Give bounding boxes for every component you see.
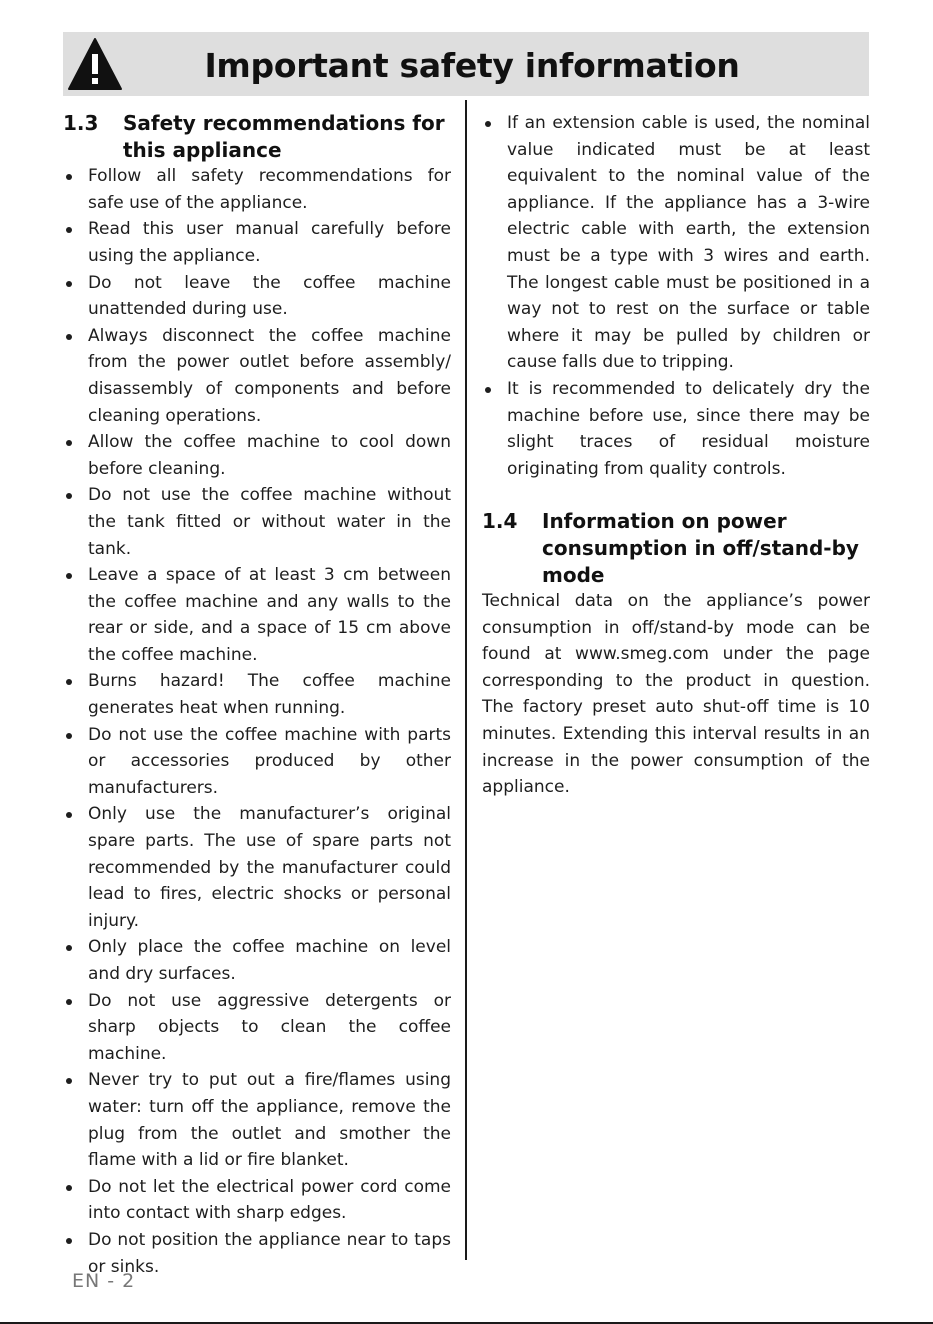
list-item: Do not use the coffee machine without the tank fitted or without water in the tank. <box>63 482 451 562</box>
page-title: Important safety information <box>204 46 740 85</box>
list-item: Read this user manual carefully before using the appliance. <box>63 216 451 269</box>
list-item: Do not use the coffee machine with parts or accessories produced by other manufacturers. <box>63 722 451 802</box>
list-item: Burns hazard! The coffee machine generates heat when running. <box>63 668 451 721</box>
right-column <box>482 110 870 801</box>
safety-list-continued <box>482 110 870 482</box>
section-title: Safety recommendations for this appliance <box>123 111 445 162</box>
list-item: Only use the manufacturer’s original spare parts. The use of spare parts not recommended by the manufacturer could lead to fires, electric shocks or personal injury. <box>63 801 451 934</box>
left-column <box>63 110 451 1280</box>
list-item: It is recommended to delicately dry the machine before use, since there may be slight traces of residual moisture originating from quality controls. <box>482 376 870 482</box>
list-item: Leave a space of at least 3 cm between the coffee machine and any walls to the rear or side, and a space of 15 cm above the coffee machine. <box>63 562 451 668</box>
section-title: Information on power consumption in off/stand-by mode <box>542 509 859 587</box>
page-number: EN - 2 <box>72 1270 136 1292</box>
list-item: Always disconnect the coffee machine from the power outlet before assembly/ disassembly of components and before cleaning operations. <box>63 323 451 429</box>
column-divider <box>465 100 467 1260</box>
section-heading-1-3 <box>63 110 451 163</box>
list-item: If an extension cable is used, the nominal value indicated must be at least equivalent to the nominal value of the appliance. If the appliance has a 3-wire electric cable with earth, the extension must be a type with 3 wires and earth. The longest cable must be positioned in a way not to rest on the surface or table where it may be pulled by children or cause falls due to tripping. <box>482 110 870 376</box>
section-number: 1.4 <box>482 509 518 534</box>
section-body: Technical data on the appliance’s power consumption in off/stand-by mode can be found at www.smeg.com under the page corresponding to the product in question. The factory preset auto shut-off time is 10 minutes. Extending this interval results in an increase in the power consumption of the appliance. <box>482 591 870 798</box>
safety-list <box>63 163 451 1280</box>
list-item: Do not let the electrical power cord come into contact with sharp edges. <box>63 1174 451 1227</box>
list-item: Do not leave the coffee machine unattended during use. <box>63 270 451 323</box>
list-item: Do not position the appliance near to taps or sinks. <box>63 1227 451 1280</box>
list-item: Do not use aggressive detergents or sharp objects to clean the coffee machine. <box>63 988 451 1068</box>
section-number: 1.3 <box>63 111 99 135</box>
list-item: Only place the coffee machine on level and dry surfaces. <box>63 934 451 987</box>
list-item: Never try to put out a fire/flames using water: turn off the appliance, remove the plug from the outlet and smother the flame with a lid or fire blanket. <box>63 1067 451 1173</box>
list-item: Follow all safety recommendations for safe use of the appliance. <box>63 163 451 216</box>
list-item: Allow the coffee machine to cool down before cleaning. <box>63 429 451 482</box>
section-spacer <box>482 482 870 508</box>
section-heading-1-4 <box>482 508 870 588</box>
page-header <box>63 32 869 96</box>
